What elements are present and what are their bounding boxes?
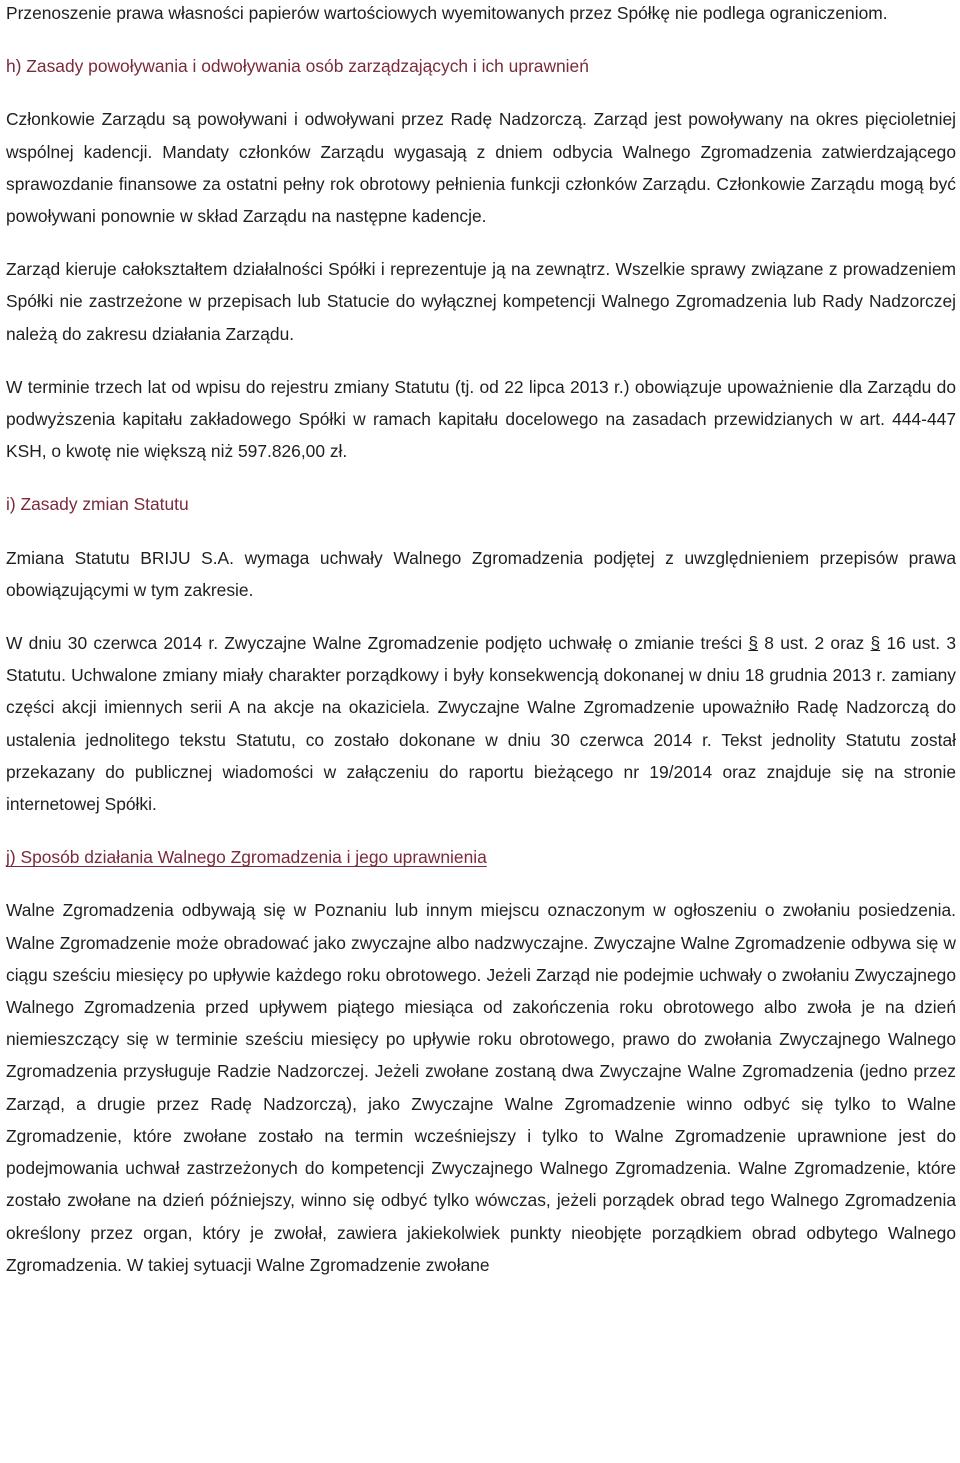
section-heading-j: j) Sposób działania Walnego Zgromadzenia i jego uprawnienia: [6, 847, 487, 868]
section-reference-link[interactable]: §: [870, 633, 881, 654]
paragraph-capital-authorization: W terminie trzech lat od wpisu do rejestru zmiany Statutu (tj. od 22 lipca 2013 r.) obowiązuje upoważnienie dla Zarządu do podwyższenia kapitału zakładowego Spółki w ramach kapitału docelowego na zasadach przewidzianych w art. 444-447 KSH, o kwotę nie większą niż 597.826,00 zł.: [6, 376, 956, 462]
paragraph-text-part-3: 16 ust. 3 Statutu. Uchwalone zmiany miały charakter porządkowy i były konsekwencją dokonanej w dniu 18 grudnia 2013 r. zamiany części akcji imiennych serii A na akcje na okaziciela. Zwyczajne Walne Zgromadzenie upoważniło Radę Nadzorczą do ustalenia jednolitego tekstu Statutu, co zostało dokonane w dniu 30 czerwca 2014 r. Tekst jednolity Statutu został przekazany do publicznej wiadomości w załączeniu do raportu bieżącego nr 19/2014 oraz znajduje się na stronie internetowej Spółki.: [6, 633, 957, 815]
paragraph-statute-changes-2014: [6, 627, 956, 820]
section-heading-h: h) Zasady powoływania i odwoływania osób zarządzających i ich uprawnień: [6, 56, 589, 77]
paragraph-statute-amendment: Zmiana Statutu BRIJU S.A. wymaga uchwały Walnego Zgromadzenia podjętej z uwzględnieniem przepisów prawa obowiązującymi w tym zakresie.: [6, 547, 956, 600]
section-heading-i: i) Zasady zmian Statutu: [6, 494, 189, 515]
section-reference-link[interactable]: §: [748, 633, 759, 654]
paragraph-text-part-2: 8 ust. 2 oraz: [758, 633, 871, 654]
document-page: [6, 0, 956, 1281]
paragraph-text-part-1: W dniu 30 czerwca 2014 r. Zwyczajne Walne Zgromadzenie podjęto uchwałę o zmianie treści: [6, 633, 749, 654]
paragraph-board-management: Zarząd kieruje całokształtem działalności Spółki i reprezentuje ją na zewnątrz. Wszelkie sprawy związane z prowadzeniem Spółki nie zastrzeżone w przepisach lub Statucie do wyłącznej kompetencji Walnego Zgromadzenia lub Rady Nadzorczej należą do zakresu działania Zarządu.: [6, 259, 956, 344]
paragraph-board-appointment: Członkowie Zarządu są powoływani i odwoływani przez Radę Nadzorczą. Zarząd jest powoływany na okres pięcioletniej wspólnej kadencji. Mandaty członków Zarządu wygasają z dniem odbycia Walnego Zgromadzenia zatwierdzającego sprawozdanie finansowe za ostatni pełny rok obrotowy pełnienia funkcji członków Zarządu. Członkowie Zarządu mogą być powoływani ponownie w skład Zarządu na następne kadencje.: [6, 109, 956, 227]
paragraph-transfer-of-rights: Przenoszenie prawa własności papierów wartościowych wyemitowanych przez Spółkę nie podlega ograniczeniom.: [6, 3, 888, 23]
paragraph-general-meeting: Walne Zgromadzenia odbywają się w Poznaniu lub innym miejscu oznaczonym w ogłoszeniu o zwołaniu posiedzenia. Walne Zgromadzenie może obradować jako zwyczajne albo nadzwyczajne. Zwyczajne Walne Zgromadzenie odbywa się w ciągu sześciu miesięcy po upływie każdego roku obrotowego. Jeżeli Zarząd nie podejmie uchwały o zwołaniu Zwyczajnego Walnego Zgromadzenia przed upływem piątego miesiąca od zakończenia roku obrotowego albo zwoła je na dzień niemieszczący się w terminie sześciu miesięcy po upływie roku obrotowego, prawo do zwołania Zwyczajnego Walnego Zgromadzenia przysługuje Radzie Nadzorczej. Jeżeli zwołane zostaną dwa Zwyczajne Walne Zgromadzenia (jedno przez Zarząd, a drugie przez Radę Nadzorczą), jako Zwyczajne Walne Zgromadzenie winno odbyć się tylko to Walne Zgromadzenie, które zwołane zostało na termin wcześniejszy i tylko to Walne Zgromadzenie uprawnione jest do podejmowania uchwał zastrzeżonych do kompetencji Zwyczajnego Walnego Zgromadzenia. Walne Zgromadzenie, które zostało zwołane na dzień późniejszy, winno się odbyć tylko wówczas, jeżeli porządek obrad tego Walnego Zgromadzenia określony przez organ, który je zwołał, zawiera jakiekolwiek punkty nieobjęte porządkiem obrad odbytego Walnego Zgromadzenia. W takiej sytuacji Walne Zgromadzenie zwołane: [6, 900, 956, 1275]
